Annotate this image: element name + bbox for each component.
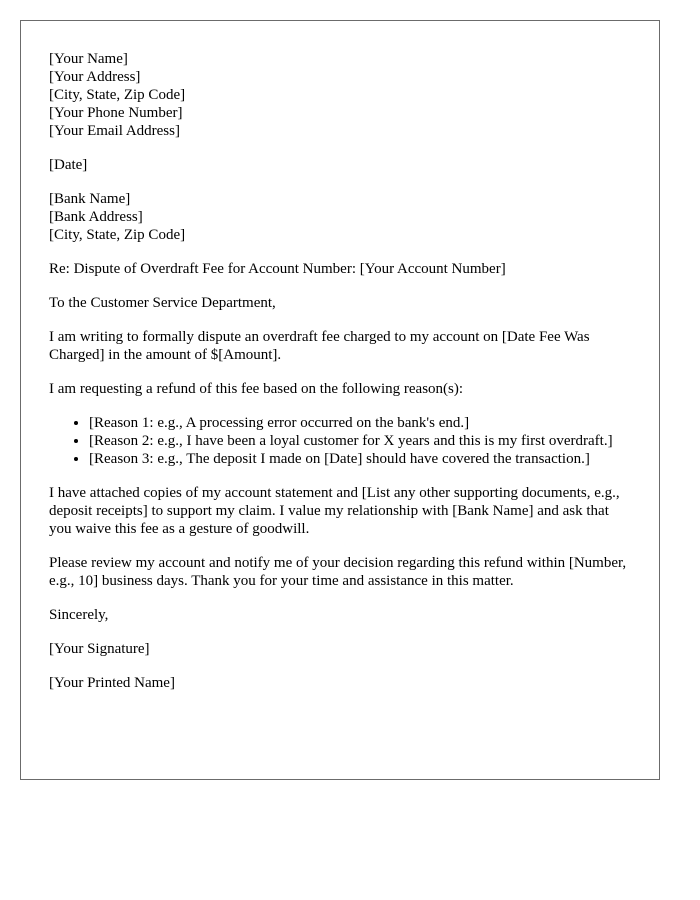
body-paragraph-2: I am requesting a refund of this fee based on the following reason(s): [49,381,464,397]
recipient-block [49,190,631,244]
salutation: To the Customer Service Department, [49,295,276,311]
sender-phone: [Your Phone Number] [49,105,183,121]
sender-city-state-zip: [City, State, Zip Code] [49,87,186,103]
sender-block [49,50,631,140]
printed-name: [Your Printed Name] [49,675,175,691]
sender-email: [Your Email Address] [49,123,180,139]
letter-page [20,20,660,780]
reason-item-2: • [Reason 2: e.g., I have been a loyal customer for X years and this is my first overdraft.] [89,432,631,450]
reasons-list [49,414,631,468]
recipient-bank-address: [Bank Address] [49,209,143,225]
recipient-bank-name: [Bank Name] [49,191,131,207]
sender-address: [Your Address] [49,69,141,85]
reason-item-3: • [Reason 3: e.g., The deposit I made on [Date] should have covered the transaction.] [89,450,631,468]
body-paragraph-3: I have attached copies of my account statement and [List any other supporting documents, e.g., deposit receipts] to support my claim. I value my relationship with [Bank Name] and ask that you waive this fee as a gesture of goodwill. [49,485,620,537]
signature-placeholder: [Your Signature] [49,641,150,657]
reason-item-1: • [Reason 1: e.g., A processing error occurred on the bank's end.] [89,414,631,432]
body-paragraph-1: I am writing to formally dispute an overdraft fee charged to my account on [Date Fee Was Charged] in the amount of $[Amount]. [49,329,590,363]
recipient-city-state-zip: [City, State, Zip Code] [49,227,186,243]
sender-name: [Your Name] [49,51,128,67]
closing: Sincerely, [49,607,109,623]
subject-line: Re: Dispute of Overdraft Fee for Account Number: [Your Account Number] [49,261,506,277]
body-paragraph-4: Please review my account and notify me of your decision regarding this refund within [Number, e.g., 10] business days. Thank you for your time and assistance in this matter. [49,555,627,589]
letter-date: [Date] [49,157,88,173]
